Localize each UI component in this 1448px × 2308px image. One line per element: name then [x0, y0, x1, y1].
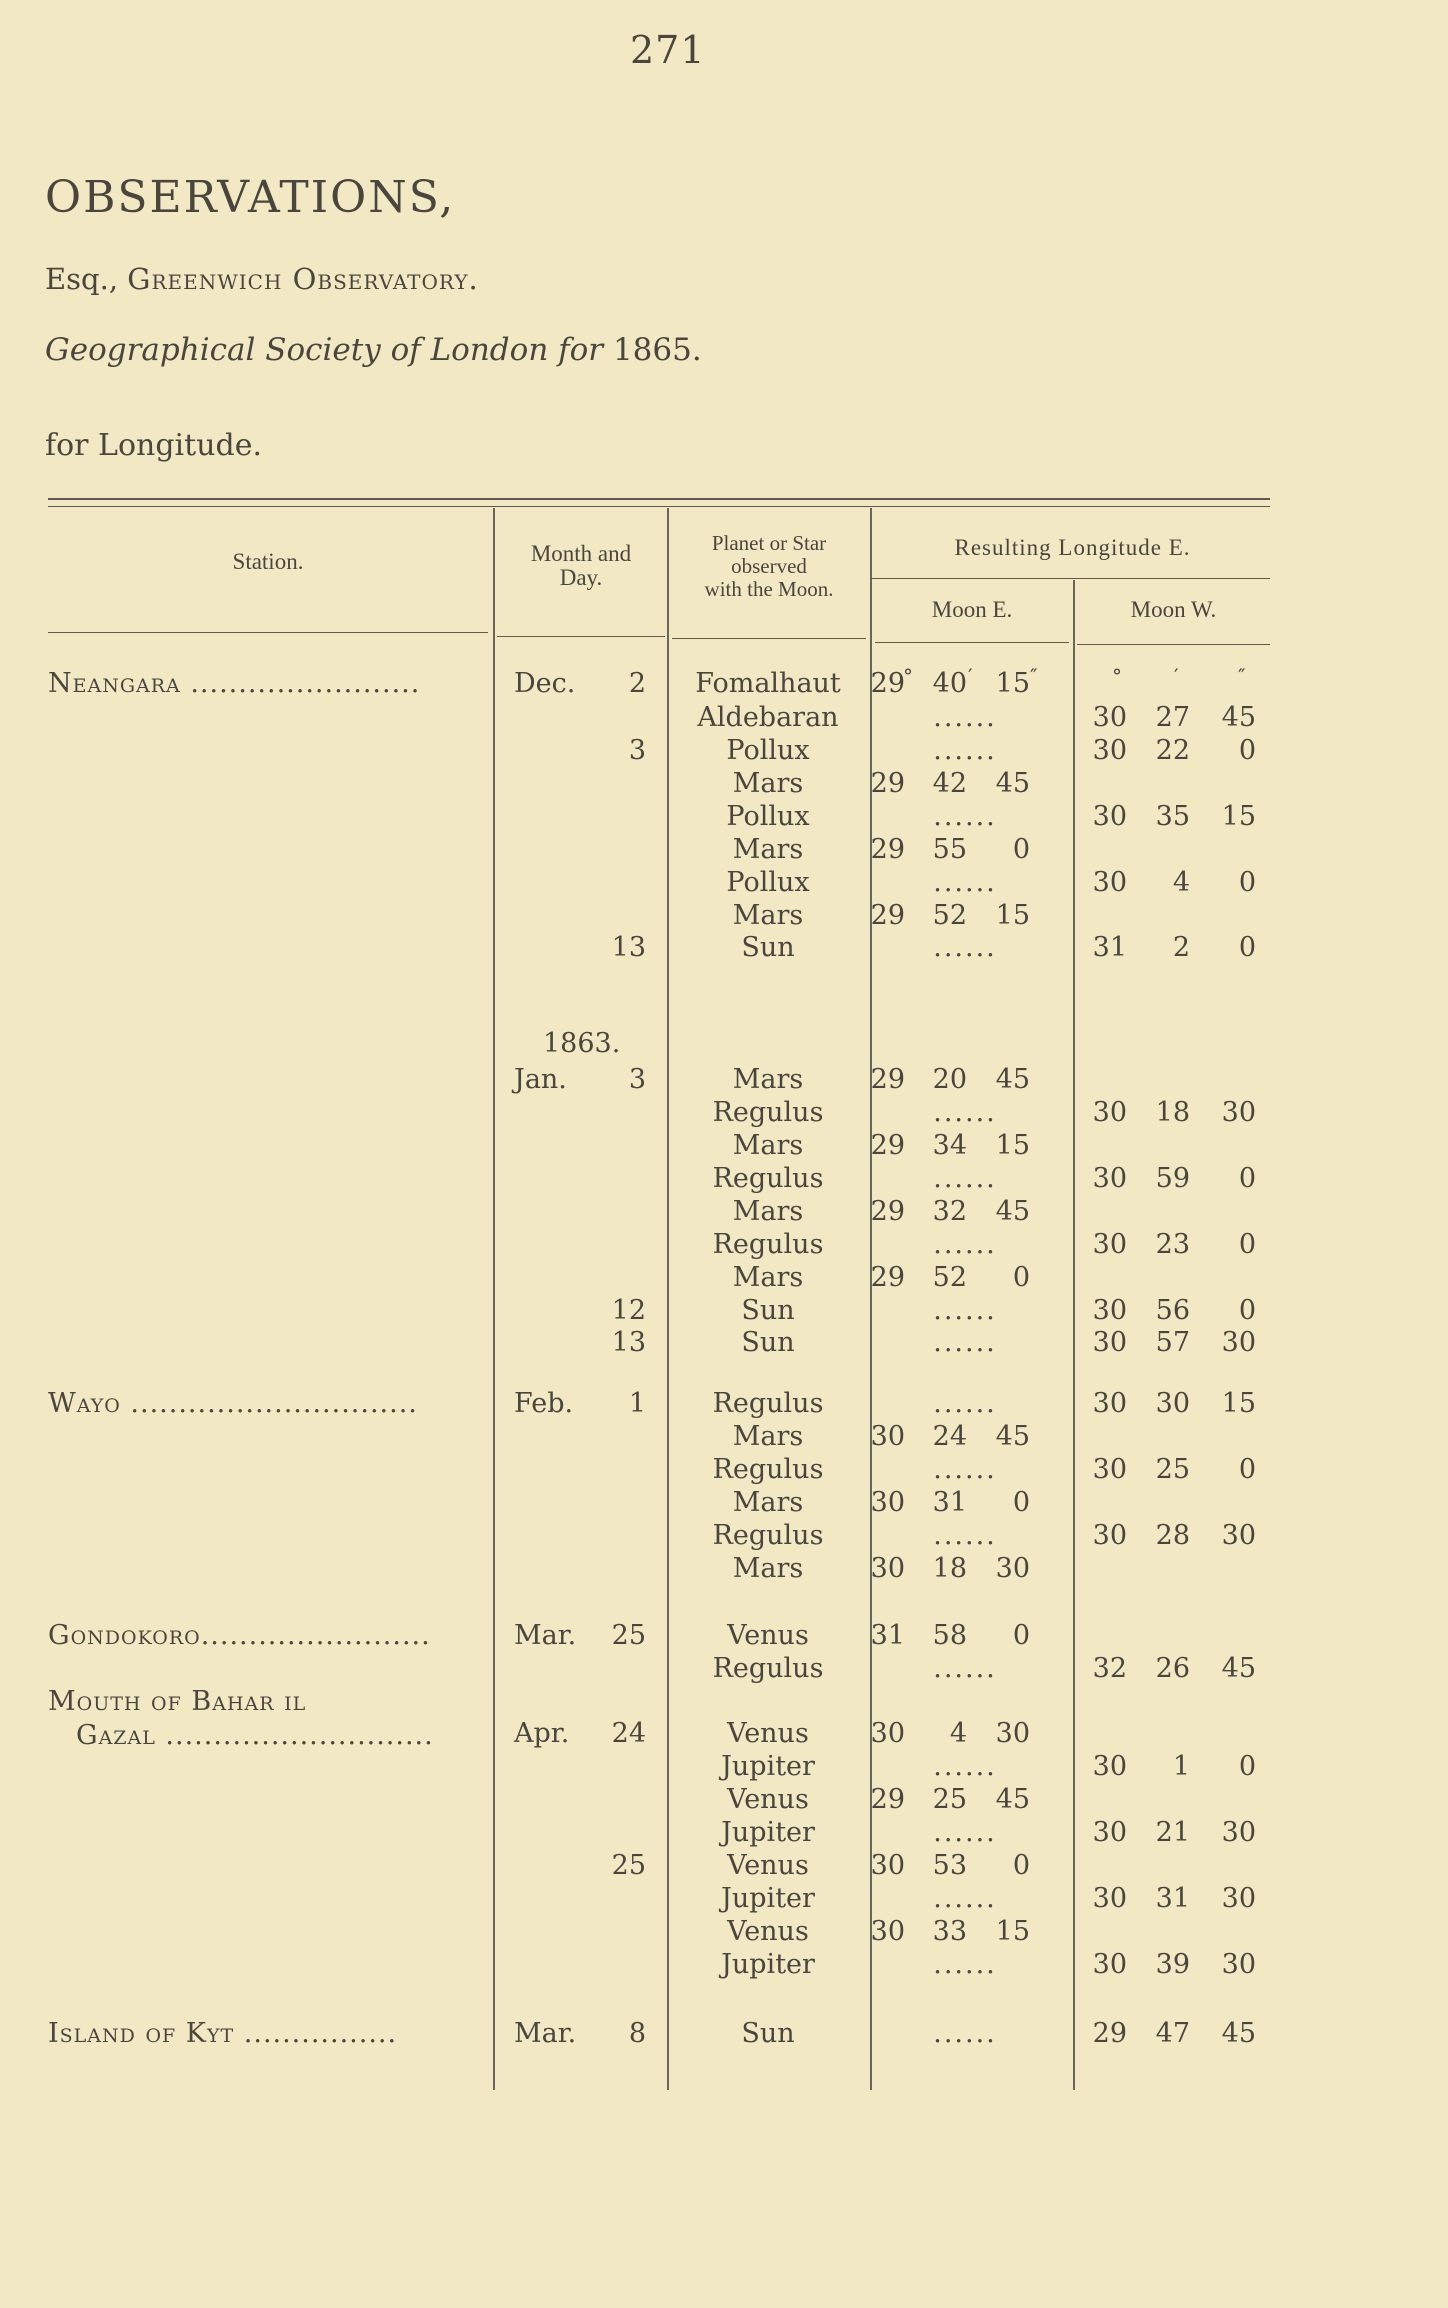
row-moon-w-value: 30 — [1092, 1949, 1127, 1980]
row-moon-w-value: 15 — [1221, 1388, 1256, 1419]
station-mouth-of-bahar-il-gazal-line1: Mouth of Bahar il — [48, 1686, 307, 1717]
row-moon-e-value: 29 — [870, 1784, 905, 1815]
row-day: 24 — [611, 1718, 646, 1749]
row-moon-e-value: 29 — [870, 834, 905, 865]
row-moon-w-value: 35 — [1155, 801, 1190, 832]
row-moon-w-value: 30 — [1221, 1883, 1256, 1914]
header-moon-e: Moon E. — [931, 597, 1013, 622]
heading-society — [45, 332, 702, 368]
row-moon-e-value: 45 — [995, 768, 1030, 799]
row-planet: Venus — [727, 1850, 809, 1881]
row-planet: Venus — [727, 1916, 809, 1947]
row-planet: Mars — [732, 768, 804, 799]
row-moon-w-value: 18 — [1155, 1097, 1190, 1128]
table-top-rule — [48, 498, 1270, 500]
row-planet: Mars — [732, 1130, 804, 1161]
row-moon-e-value: 30 — [870, 1553, 905, 1584]
header-planet-line3: with the Moon. — [704, 577, 834, 601]
row-day: 3 — [628, 1064, 646, 1095]
row-planet: Mars — [732, 1196, 804, 1227]
row-moon-e-dots: ...... — [933, 1520, 997, 1551]
row-moon-w-value: 30 — [1092, 702, 1127, 733]
row-planet: Pollux — [726, 735, 810, 766]
station-mouth-of-bahar-il-gazal-line2: Gazal ............................ — [76, 1720, 434, 1751]
row-moon-w-value: 30 — [1092, 1751, 1127, 1782]
row-moon-e-value: 29 — [870, 900, 905, 931]
row-moon-e-dots: ...... — [933, 1295, 997, 1326]
row-planet: Regulus — [712, 1388, 824, 1419]
row-moon-e-value: 24 — [932, 1421, 967, 1452]
row-moon-w-value: 30 — [1092, 1454, 1127, 1485]
header-underline-planet — [672, 638, 866, 639]
heading-purpose: for Longitude. — [45, 428, 263, 463]
row-moon-e-value: 32 — [932, 1196, 967, 1227]
row-month: Feb. — [514, 1388, 574, 1419]
row-moon-w-value: 30 — [1092, 801, 1127, 832]
row-planet: Pollux — [726, 867, 810, 898]
header-underline-station — [48, 632, 488, 633]
heading-society-text: Geographical Society of London for — [45, 332, 604, 368]
row-planet: Venus — [727, 1718, 809, 1749]
row-planet: Fomalhaut — [695, 668, 841, 699]
row-moon-w-value: 45 — [1221, 2018, 1256, 2049]
row-planet: Regulus — [712, 1097, 824, 1128]
row-moon-w-value: 30 — [1221, 1817, 1256, 1848]
row-moon-e-dots: ...... — [933, 1653, 997, 1684]
row-day: 13 — [611, 932, 646, 963]
row-moon-w-value: 0 — [1238, 1229, 1256, 1260]
row-moon-e-value: 30 — [870, 1421, 905, 1452]
row-moon-w-value: 31 — [1092, 932, 1127, 963]
row-moon-e-dots: ...... — [933, 1817, 997, 1848]
header-resulting-longitude: Resulting Longitude E. — [954, 535, 1191, 560]
row-day: 3 — [628, 735, 646, 766]
header-underline-resulting — [870, 578, 1270, 579]
row-moon-w-value: 21 — [1155, 1817, 1190, 1848]
row-moon-w-value: 30 — [1221, 1949, 1256, 1980]
row-moon-w-value: 30 — [1092, 867, 1127, 898]
row-moon-w-value: 30 — [1092, 735, 1127, 766]
page-number: 271 — [630, 28, 706, 72]
row-moon-w-value: 25 — [1155, 1454, 1190, 1485]
row-moon-e-dots: ...... — [933, 1163, 997, 1194]
row-moon-e-value: 18 — [932, 1553, 967, 1584]
row-moon-e-dots: ...... — [933, 1751, 997, 1782]
row-moon-e-value: 55 — [932, 834, 967, 865]
row-planet: Mars — [732, 1553, 804, 1584]
row-moon-w-value: 26 — [1155, 1653, 1190, 1684]
row-moon-e-value: 52 — [932, 1262, 967, 1293]
row-moon-w-value: 30 — [1221, 1520, 1256, 1551]
row-moon-e-dots: ...... — [933, 867, 997, 898]
header-planet — [672, 532, 866, 601]
row-day: 12 — [611, 1295, 646, 1326]
row-planet: Sun — [741, 1327, 795, 1358]
header-month-day — [497, 542, 665, 590]
year-label: 1863. — [543, 1028, 621, 1059]
header-month-day-line2: Day. — [559, 565, 603, 590]
row-moon-e-value: 0 — [1012, 1262, 1030, 1293]
row-moon-e-value: 15 — [995, 1916, 1030, 1947]
row-moon-e-dots: ...... — [933, 1229, 997, 1260]
row-moon-w-value: 45 — [1221, 702, 1256, 733]
row-moon-e-dots: ...... — [933, 1949, 997, 1980]
row-moon-e-value: 15 — [995, 900, 1030, 931]
row-moon-w-value: 30 — [1092, 1520, 1127, 1551]
row-planet: Regulus — [712, 1454, 824, 1485]
row-planet: Sun — [741, 932, 795, 963]
heading-subtitle-prefix: Esq., — [45, 262, 128, 296]
row-moon-e-value: 29 — [870, 1196, 905, 1227]
header-planet-line2: observed — [731, 554, 807, 578]
row-moon-w-value: 30 — [1221, 1327, 1256, 1358]
row-moon-e-value: 40 — [932, 668, 967, 699]
row-day: 25 — [611, 1850, 646, 1881]
row-moon-e-value: 31 — [870, 1620, 905, 1651]
row-moon-w-value: 57 — [1155, 1327, 1190, 1358]
row-moon-e-value: 45 — [995, 1784, 1030, 1815]
row-moon-e-value: 30 — [995, 1553, 1030, 1584]
row-planet: Venus — [727, 1784, 809, 1815]
row-moon-w-value: 47 — [1155, 2018, 1190, 2049]
heading-subtitle — [45, 262, 479, 296]
row-month: Mar. — [514, 1620, 577, 1651]
row-planet: Aldebaran — [697, 702, 839, 733]
row-moon-e-value: 33 — [932, 1916, 967, 1947]
row-moon-w-value: 30 — [1092, 1327, 1127, 1358]
row-moon-e-value: 20 — [932, 1064, 967, 1095]
station-island-of-kyt: Island of Kyt ................ — [48, 2018, 398, 2049]
row-planet: Regulus — [712, 1653, 824, 1684]
row-moon-e-value: 0 — [1012, 1850, 1030, 1881]
row-moon-e-value: 4 — [949, 1718, 967, 1749]
row-moon-w-value: 0 — [1238, 1751, 1256, 1782]
row-moon-e-value: 15 — [995, 668, 1030, 699]
row-day: 13 — [611, 1327, 646, 1358]
station-wayo: Wayo .............................. — [48, 1388, 418, 1419]
row-month: Dec. — [514, 668, 576, 699]
row-moon-e-value: 29 — [870, 668, 905, 699]
row-moon-e-value: 30 — [870, 1850, 905, 1881]
row-planet: Jupiter — [721, 1751, 815, 1782]
row-moon-e-value: 0 — [1012, 1620, 1030, 1651]
row-moon-e-dots: ...... — [933, 801, 997, 832]
row-moon-w-value: 22 — [1155, 735, 1190, 766]
station-gondokoro: Gondokoro........................ — [48, 1620, 431, 1651]
row-moon-e-dots: ...... — [933, 1883, 997, 1914]
row-moon-e-value: 29 — [870, 1130, 905, 1161]
row-month: Mar. — [514, 2018, 577, 2049]
row-moon-e-value: 34 — [932, 1130, 967, 1161]
row-month: Apr. — [514, 1718, 570, 1749]
row-moon-w-value: 30 — [1155, 1388, 1190, 1419]
row-planet: Jupiter — [721, 1949, 815, 1980]
row-moon-w-value: 30 — [1221, 1097, 1256, 1128]
row-moon-e-value: 30 — [870, 1718, 905, 1749]
row-moon-e-value: 31 — [932, 1487, 967, 1518]
row-moon-e-dots: ...... — [933, 932, 997, 963]
row-moon-e-value: 45 — [995, 1421, 1030, 1452]
row-moon-w-value: 30 — [1092, 1163, 1127, 1194]
row-moon-w-value: 59 — [1155, 1163, 1190, 1194]
row-moon-w-value: 30 — [1092, 1295, 1127, 1326]
header-planet-line1: Planet or Star — [711, 531, 827, 555]
row-moon-e-value: 25 — [932, 1784, 967, 1815]
unit-degree-e: ° — [903, 664, 913, 688]
row-moon-w-value: 0 — [1238, 867, 1256, 898]
row-moon-w-value: 2 — [1172, 932, 1190, 963]
row-planet: Mars — [732, 1421, 804, 1452]
header-underline-moon-e — [875, 642, 1069, 643]
row-moon-e-value: 45 — [995, 1064, 1030, 1095]
station-neangara: Neangara ........................ — [48, 668, 421, 699]
row-moon-w-value: 30 — [1092, 1883, 1127, 1914]
row-moon-e-value: 0 — [1012, 1487, 1030, 1518]
row-moon-w-value: 30 — [1092, 1229, 1127, 1260]
row-moon-w-value: 32 — [1092, 1653, 1127, 1684]
row-day: 1 — [628, 1388, 646, 1419]
row-moon-w-value: 23 — [1155, 1229, 1190, 1260]
row-moon-w-value: 0 — [1238, 735, 1256, 766]
row-moon-w-value: 39 — [1155, 1949, 1190, 1980]
page-title: OBSERVATIONS, — [45, 172, 456, 223]
row-moon-e-dots: ...... — [933, 735, 997, 766]
row-planet: Jupiter — [721, 1883, 815, 1914]
row-moon-e-value: 30 — [870, 1487, 905, 1518]
row-planet: Jupiter — [721, 1817, 815, 1848]
unit-degree-w: ° — [1112, 664, 1122, 688]
row-moon-e-dots: ...... — [933, 2018, 997, 2049]
table-top-rule-thin — [48, 506, 1270, 507]
row-planet: Sun — [741, 2018, 795, 2049]
row-planet: Mars — [732, 834, 804, 865]
row-moon-w-value: 28 — [1155, 1520, 1190, 1551]
row-moon-e-value: 58 — [932, 1620, 967, 1651]
row-planet: Sun — [741, 1295, 795, 1326]
row-moon-e-value: 29 — [870, 768, 905, 799]
row-moon-w-value: 30 — [1092, 1817, 1127, 1848]
row-moon-e-dots: ...... — [933, 1327, 997, 1358]
unit-minute-e: ′ — [968, 664, 973, 688]
row-moon-e-dots: ...... — [933, 1097, 997, 1128]
row-moon-w-value: 0 — [1238, 1295, 1256, 1326]
row-moon-e-dots: ...... — [933, 702, 997, 733]
row-moon-w-value: 56 — [1155, 1295, 1190, 1326]
row-planet: Regulus — [712, 1229, 824, 1260]
row-moon-e-value: 53 — [932, 1850, 967, 1881]
row-moon-w-value: 0 — [1238, 932, 1256, 963]
row-moon-w-value: 1 — [1172, 1751, 1190, 1782]
row-moon-w-value: 30 — [1092, 1097, 1127, 1128]
row-day: 25 — [611, 1620, 646, 1651]
row-day: 2 — [628, 668, 646, 699]
row-moon-e-dots: ...... — [933, 1454, 997, 1485]
row-planet: Mars — [732, 1487, 804, 1518]
row-moon-e-value: 29 — [870, 1064, 905, 1095]
header-moon-w: Moon W. — [1130, 597, 1217, 622]
row-planet: Pollux — [726, 801, 810, 832]
header-station: Station. — [232, 549, 304, 574]
unit-second-w: ″ — [1238, 664, 1246, 688]
row-planet: Regulus — [712, 1163, 824, 1194]
heading-year: 1865. — [612, 332, 702, 368]
row-month: Jan. — [514, 1064, 567, 1095]
unit-second-e: ″ — [1030, 664, 1038, 688]
row-moon-w-value: 30 — [1092, 1388, 1127, 1419]
row-moon-w-value: 0 — [1238, 1163, 1256, 1194]
column-divider-station — [493, 508, 495, 2090]
row-moon-e-value: 15 — [995, 1130, 1030, 1161]
unit-minute-w: ′ — [1174, 664, 1179, 688]
row-moon-e-value: 52 — [932, 900, 967, 931]
row-moon-w-value: 27 — [1155, 702, 1190, 733]
row-moon-w-value: 31 — [1155, 1883, 1190, 1914]
row-planet: Regulus — [712, 1520, 824, 1551]
row-moon-w-value: 29 — [1092, 2018, 1127, 2049]
heading-observatory: Greenwich Observatory. — [127, 262, 479, 296]
row-moon-e-value: 30 — [870, 1916, 905, 1947]
row-moon-e-value: 45 — [995, 1196, 1030, 1227]
header-underline-month — [497, 636, 665, 637]
row-moon-e-dots: ...... — [933, 1388, 997, 1419]
row-moon-w-value: 4 — [1172, 867, 1190, 898]
row-planet: Mars — [732, 1262, 804, 1293]
row-moon-w-value: 45 — [1221, 1653, 1256, 1684]
header-month-day-line1: Month and — [530, 541, 632, 566]
row-planet: Mars — [732, 900, 804, 931]
row-planet: Venus — [727, 1620, 809, 1651]
row-moon-e-value: 42 — [932, 768, 967, 799]
row-moon-e-value: 29 — [870, 1262, 905, 1293]
header-underline-moon-w — [1077, 644, 1270, 645]
row-day: 8 — [628, 2018, 646, 2049]
row-moon-w-value: 0 — [1238, 1454, 1256, 1485]
row-moon-w-value: 15 — [1221, 801, 1256, 832]
row-moon-e-value: 30 — [995, 1718, 1030, 1749]
row-planet: Mars — [732, 1064, 804, 1095]
row-moon-e-value: 0 — [1012, 834, 1030, 865]
